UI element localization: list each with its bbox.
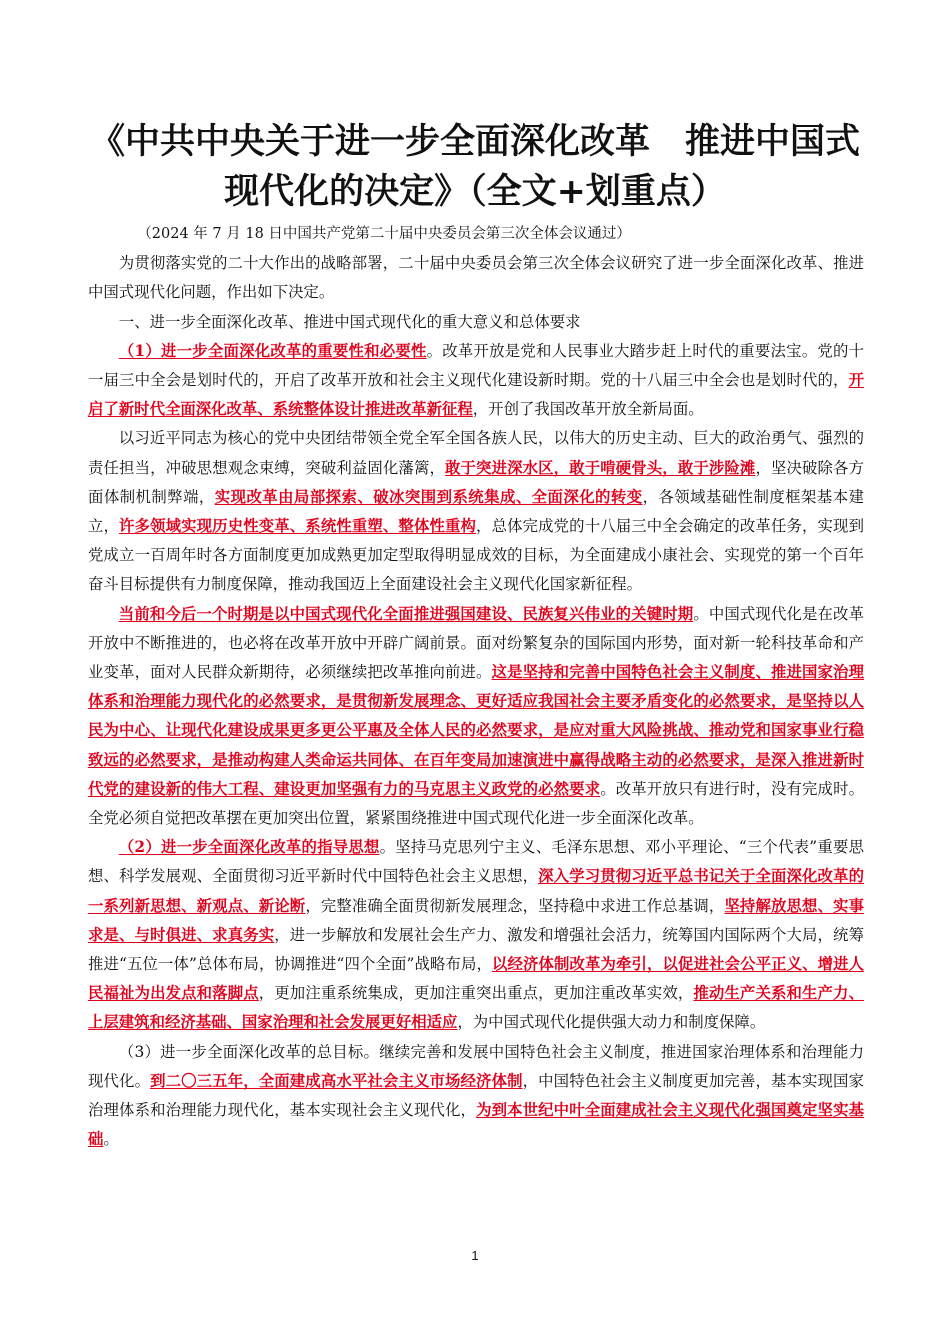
body-text: ，总体完成党的十八届三中全会确定的改革任务，实现到党成立一百周年时各方面制度更加成熟更加定型取得明显成效的目标，为全面建成小康社会、实现党的第一个百年奋斗目标提供有力制度保障，推动我国迈上全面建设社会主义现代化国家新征程。 bbox=[88, 517, 864, 594]
document-subtitle: （2024 年 7 月 18 日中国共产党第二十届中央委员会第三次全体会议通过） bbox=[137, 226, 631, 242]
body-text: ，坚决破除各方面体制机制弊端， bbox=[88, 458, 864, 506]
body-text: ，完整准确全面贯彻新发展理念，坚持稳中求进工作总基调， bbox=[305, 896, 725, 915]
body-text: 。改革开放是党和人民事业大踏步赶上时代的重要法宝。党的十一届三中全会是划时代的，开启了改革开放和社会主义现代化建设新时期。党的十八届三中全会也是划时代的， bbox=[88, 341, 864, 390]
intro-paragraph: 为贯彻落实党的二十大作出的战略部署，二十届中央委员会第三次全体会议研究了进一步全面深化改革、推进中国式现代化问题，作出如下决定。 bbox=[88, 254, 864, 302]
page-number: 1 bbox=[471, 1248, 479, 1263]
body-text: 。 bbox=[103, 1130, 119, 1149]
highlighted-text: （2）进一步全面深化改革的指导思想 bbox=[118, 838, 380, 857]
highlighted-text: 实现改革由局部探索、破冰突围到系统集成、全面深化的转变 bbox=[214, 487, 643, 506]
body-text: 以习近平同志为核心的党中央团结带领全党全军全国各族人民，以伟大的历史主动、巨大的政治勇气、强烈的责任担当，冲破思想观念束缚，突破利益固化藩篱， bbox=[88, 429, 864, 477]
highlighted-text: 当前和今后一个时期是以中国式现代化全面推进强国建设、民族复兴伟业的关键时期 bbox=[118, 604, 694, 623]
body-text: 。中国式现代化是在改革开放中不断推进的，也必将在改革开放中开辟广阔前景。面对纷繁复杂的国际国内形势，面对新一轮科技革命和产业变革，面对人民群众新期待，必须继续把改革推向前进。 bbox=[88, 604, 864, 682]
highlighted-text: 开启了新时代全面深化改革、系统整体设计推进改革新征程 bbox=[88, 371, 864, 419]
body-text: 。坚持马克思列宁主义、毛泽东思想、邓小平理论、“三个代表”重要思想、科学发展观、全面贯彻习近平新时代中国特色社会主义思想， bbox=[88, 838, 864, 886]
paragraph-4 bbox=[88, 833, 864, 1037]
highlighted-text: 敢于突进深水区，敢于啃硬骨头，敢于涉险滩 bbox=[445, 458, 756, 477]
paragraph-5 bbox=[88, 1038, 864, 1155]
body-text: ，为中国式现代化提供强大动力和制度保障。 bbox=[457, 1013, 766, 1032]
document-title-line1: 《中共中央关于进一步全面深化改革 推进中国式 bbox=[89, 122, 860, 162]
highlighted-text: 到二〇三五年，全面建成高水平社会主义市场经济体制 bbox=[150, 1071, 523, 1090]
body-text: ，开创了我国改革开放全新局面。 bbox=[472, 400, 704, 419]
document-body bbox=[88, 220, 864, 1155]
highlighted-text: 为到本世纪中叶全面建成社会主义现代化强国奠定坚实基础 bbox=[88, 1101, 864, 1149]
highlighted-text: 推动生产关系和生产力、上层建筑和经济基础、国家治理和社会发展更好相适应 bbox=[88, 984, 864, 1032]
highlighted-text: 坚持解放思想、实事求是、与时俱进、求真务实 bbox=[88, 896, 864, 944]
section1-heading: 一、进一步全面深化改革、推进中国式现代化的重大意义和总体要求 bbox=[118, 312, 581, 331]
paragraph-2 bbox=[88, 424, 864, 599]
body-text: ，中国特色社会主义制度更加完善，基本实现国家治理体系和治理能力现代化，基本实现社会主义现代化， bbox=[88, 1071, 864, 1120]
body-text: （3）进一步全面深化改革的总目标。继续完善和发展中国特色社会主义制度，推进国家治理体系和治理能力现代化。 bbox=[88, 1042, 864, 1090]
highlighted-text: 这是坚持和完善中国特色社会主义制度、推进国家治理体系和治理能力现代化的必然要求，是贯彻新发展理念、更好适应我国社会主要矛盾变化的必然要求，是坚持以人民为中心、让现代化建设成果更多更公平惠及全体人民的必然要求，是应对重大风险挑战、推动党和国家事业行稳致远的必然要求，是推动构建人类命运共同体、在百年变局加速演进中赢得战略主动的必然要求，是深入推进新时代党的建设新的伟大工程、建设更加坚强有力的马克思主义政党的必然要求 bbox=[88, 663, 864, 798]
paragraph-1 bbox=[88, 337, 864, 425]
body-text: ，进一步解放和发展社会生产力、激发和增强社会活力，统筹国内国际两个大局，统筹推进“五位一体”总体布局，协调推进“四个全面”战略布局， bbox=[88, 925, 864, 974]
highlighted-text: （1）进一步全面深化改革的重要性和必要性 bbox=[118, 341, 427, 360]
highlighted-text: 深入学习贯彻习近平总书记关于全面深化改革的一系列新思想、新观点、新论断 bbox=[88, 867, 864, 915]
highlighted-text: 许多领域实现历史性变革、系统性重塑、整体性重构 bbox=[119, 517, 477, 536]
body-text: ，各领域基础性制度框架基本建立， bbox=[88, 487, 864, 536]
document-title-line2: 现代化的决定》（全文+划重点） bbox=[224, 172, 726, 212]
highlighted-text: 以经济体制改革为牵引，以促进社会公平正义、增进人民福祉为出发点和落脚点 bbox=[88, 955, 864, 1003]
body-text: ，更加注重系统集成，更加注重突出重点，更加注重改革实效， bbox=[258, 984, 694, 1003]
paragraph-3 bbox=[88, 600, 864, 834]
body-text: 。改革开放只有进行时，没有完成时。全党必须自觉把改革摆在更加突出位置，紧紧围绕推进中国式现代化进一步全面深化改革。 bbox=[88, 779, 864, 828]
